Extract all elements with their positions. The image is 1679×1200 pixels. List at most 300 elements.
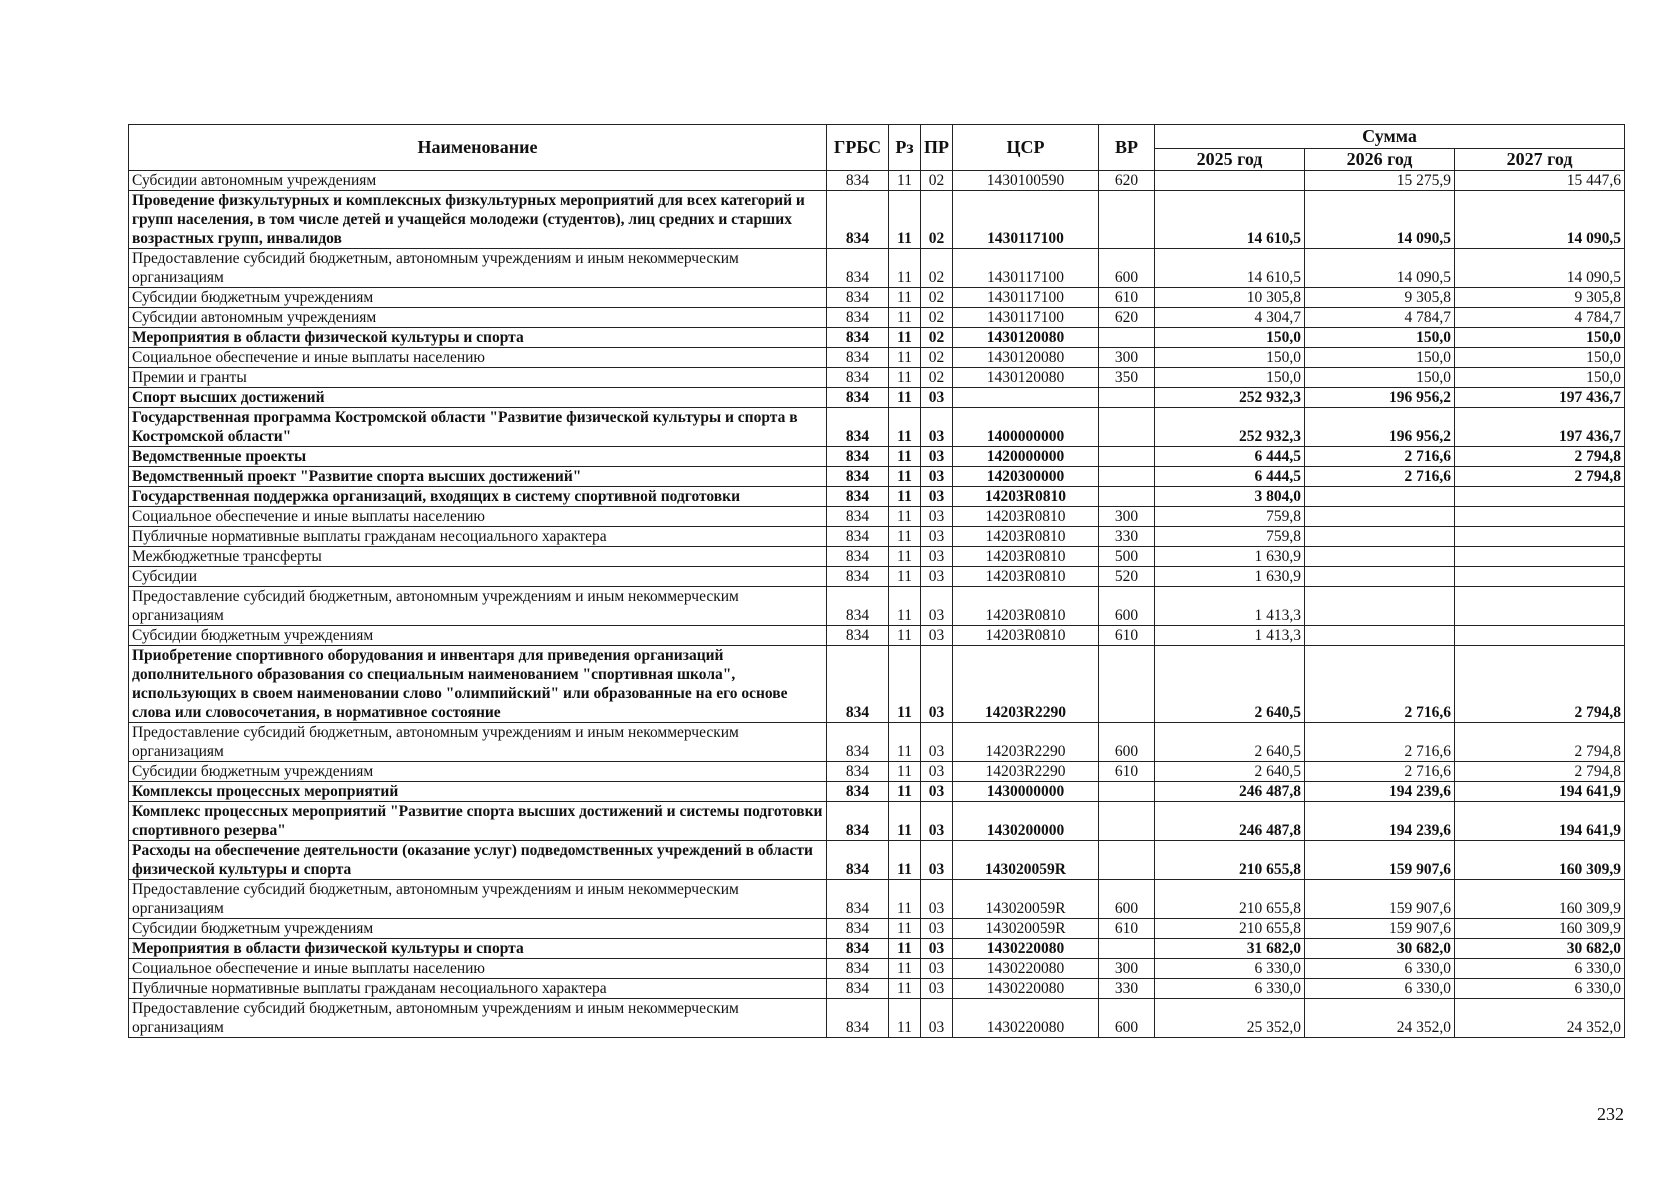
- row-sum-2027: 2 794,8: [1455, 723, 1625, 762]
- row-csr: 1430200000: [953, 802, 1099, 841]
- header-vr: ВР: [1099, 125, 1155, 171]
- row-rz: 11: [889, 368, 921, 388]
- row-grbs: 834: [827, 467, 889, 487]
- header-grbs: ГРБС: [827, 125, 889, 171]
- row-name: Субсидии бюджетным учреждениям: [129, 288, 827, 308]
- row-sum-2027: 150,0: [1455, 348, 1625, 368]
- table-row: [129, 587, 1625, 626]
- row-sum-2025: 3 804,0: [1155, 487, 1305, 507]
- row-rz: 11: [889, 507, 921, 527]
- row-vr: 600: [1099, 999, 1155, 1038]
- row-pr: 03: [921, 547, 953, 567]
- row-vr: [1099, 467, 1155, 487]
- row-grbs: 834: [827, 348, 889, 368]
- row-sum-2026: [1305, 507, 1455, 527]
- table-row: [129, 547, 1625, 567]
- row-name: Предоставление субсидий бюджетным, автономным учреждениям и иным некоммерческим организациям: [129, 723, 827, 762]
- table-row: [129, 348, 1625, 368]
- row-csr: 1430220080: [953, 979, 1099, 999]
- row-sum-2027: 197 436,7: [1455, 388, 1625, 408]
- table-row: [129, 880, 1625, 919]
- row-csr: 1430117100: [953, 308, 1099, 328]
- table-row: [129, 802, 1625, 841]
- row-rz: 11: [889, 782, 921, 802]
- row-vr: 600: [1099, 587, 1155, 626]
- row-rz: 11: [889, 802, 921, 841]
- row-sum-2027: 150,0: [1455, 328, 1625, 348]
- row-csr: 143020059R: [953, 841, 1099, 880]
- row-name: Субсидии: [129, 567, 827, 587]
- row-sum-2027: 197 436,7: [1455, 408, 1625, 447]
- row-sum-2025: 6 330,0: [1155, 979, 1305, 999]
- row-rz: 11: [889, 487, 921, 507]
- row-vr: [1099, 447, 1155, 467]
- row-csr: 14203R2290: [953, 723, 1099, 762]
- table-row: [129, 762, 1625, 782]
- table-row: [129, 782, 1625, 802]
- row-rz: 11: [889, 191, 921, 249]
- row-vr: [1099, 191, 1155, 249]
- row-name: Социальное обеспечение и иные выплаты населению: [129, 348, 827, 368]
- row-pr: 03: [921, 587, 953, 626]
- row-name: Предоставление субсидий бюджетным, автономным учреждениям и иным некоммерческим организациям: [129, 587, 827, 626]
- row-sum-2027: 150,0: [1455, 368, 1625, 388]
- row-vr: [1099, 841, 1155, 880]
- row-sum-2026: 150,0: [1305, 348, 1455, 368]
- row-sum-2025: 759,8: [1155, 507, 1305, 527]
- table-row: [129, 308, 1625, 328]
- row-grbs: 834: [827, 171, 889, 191]
- row-rz: 11: [889, 723, 921, 762]
- table-row: [129, 841, 1625, 880]
- row-pr: 03: [921, 487, 953, 507]
- header-name: Наименование: [129, 125, 827, 171]
- table-row: [129, 368, 1625, 388]
- row-csr: 14203R0810: [953, 626, 1099, 646]
- row-pr: 03: [921, 527, 953, 547]
- row-grbs: 834: [827, 587, 889, 626]
- row-grbs: 834: [827, 527, 889, 547]
- row-rz: 11: [889, 467, 921, 487]
- budget-table: [128, 124, 1625, 1038]
- row-csr: 1430120080: [953, 348, 1099, 368]
- row-csr: 14203R0810: [953, 507, 1099, 527]
- row-sum-2027: 6 330,0: [1455, 979, 1625, 999]
- row-sum-2025: 14 610,5: [1155, 249, 1305, 288]
- row-pr: 02: [921, 308, 953, 328]
- row-pr: 02: [921, 191, 953, 249]
- row-sum-2027: 14 090,5: [1455, 249, 1625, 288]
- row-name: Комплексы процессных мероприятий: [129, 782, 827, 802]
- row-name: Социальное обеспечение и иные выплаты населению: [129, 959, 827, 979]
- row-sum-2026: 194 239,6: [1305, 782, 1455, 802]
- row-grbs: 834: [827, 368, 889, 388]
- row-csr: 1430220080: [953, 939, 1099, 959]
- row-sum-2026: 159 907,6: [1305, 919, 1455, 939]
- row-vr: 500: [1099, 547, 1155, 567]
- row-pr: 03: [921, 567, 953, 587]
- row-rz: 11: [889, 841, 921, 880]
- row-pr: 03: [921, 939, 953, 959]
- row-rz: 11: [889, 547, 921, 567]
- row-sum-2026: 30 682,0: [1305, 939, 1455, 959]
- row-sum-2026: 24 352,0: [1305, 999, 1455, 1038]
- row-name: Субсидии бюджетным учреждениям: [129, 762, 827, 782]
- row-sum-2025: 1 630,9: [1155, 567, 1305, 587]
- row-sum-2026: 9 305,8: [1305, 288, 1455, 308]
- table-row: [129, 527, 1625, 547]
- row-sum-2025: 2 640,5: [1155, 723, 1305, 762]
- row-sum-2026: [1305, 587, 1455, 626]
- row-sum-2026: 2 716,6: [1305, 646, 1455, 723]
- header-year-2027: 2027 год: [1455, 149, 1625, 171]
- row-sum-2027: 14 090,5: [1455, 191, 1625, 249]
- row-sum-2026: 194 239,6: [1305, 802, 1455, 841]
- row-csr: 14203R0810: [953, 567, 1099, 587]
- row-name: Предоставление субсидий бюджетным, автономным учреждениям и иным некоммерческим организациям: [129, 999, 827, 1038]
- row-name: Публичные нормативные выплаты гражданам несоциального характера: [129, 527, 827, 547]
- header-year-2025: 2025 год: [1155, 149, 1305, 171]
- table-row: [129, 171, 1625, 191]
- row-vr: 610: [1099, 288, 1155, 308]
- table-row: [129, 328, 1625, 348]
- table-row: [129, 487, 1625, 507]
- table-row: [129, 567, 1625, 587]
- row-sum-2025: 6 444,5: [1155, 467, 1305, 487]
- row-grbs: 834: [827, 388, 889, 408]
- row-rz: 11: [889, 979, 921, 999]
- row-sum-2027: 160 309,9: [1455, 880, 1625, 919]
- row-vr: 600: [1099, 880, 1155, 919]
- row-vr: 600: [1099, 723, 1155, 762]
- header-rz: Рз: [889, 125, 921, 171]
- row-csr: [953, 388, 1099, 408]
- row-pr: 03: [921, 959, 953, 979]
- row-grbs: 834: [827, 999, 889, 1038]
- table-row: [129, 507, 1625, 527]
- row-name: Мероприятия в области физической культуры и спорта: [129, 328, 827, 348]
- row-sum-2027: 6 330,0: [1455, 959, 1625, 979]
- row-name: Приобретение спортивного оборудования и инвентаря для приведения организаций дополнительного образования со специальным наименованием "спортивная школа", использующих в своем наименовании слово "олимпийский" или образованные на его основе слова или словосочетания, в нормативное состояние: [129, 646, 827, 723]
- row-csr: 1430220080: [953, 959, 1099, 979]
- row-csr: 14203R2290: [953, 646, 1099, 723]
- row-sum-2027: 30 682,0: [1455, 939, 1625, 959]
- row-csr: 14203R0810: [953, 547, 1099, 567]
- row-name: Государственная программа Костромской области "Развитие физической культуры и спорта в Костромской области": [129, 408, 827, 447]
- row-vr: 610: [1099, 762, 1155, 782]
- row-grbs: 834: [827, 979, 889, 999]
- row-name: Межбюджетные трансферты: [129, 547, 827, 567]
- row-sum-2025: 1 413,3: [1155, 626, 1305, 646]
- table-row: [129, 408, 1625, 447]
- row-vr: [1099, 782, 1155, 802]
- row-vr: 300: [1099, 507, 1155, 527]
- row-grbs: 834: [827, 487, 889, 507]
- row-sum-2027: 4 784,7: [1455, 308, 1625, 328]
- row-sum-2025: 6 444,5: [1155, 447, 1305, 467]
- row-grbs: 834: [827, 191, 889, 249]
- row-vr: 350: [1099, 368, 1155, 388]
- row-grbs: 834: [827, 308, 889, 328]
- table-row: [129, 191, 1625, 249]
- row-sum-2027: 2 794,8: [1455, 762, 1625, 782]
- row-grbs: 834: [827, 782, 889, 802]
- row-sum-2027: 15 447,6: [1455, 171, 1625, 191]
- header-csr: ЦСР: [953, 125, 1099, 171]
- row-csr: 1420300000: [953, 467, 1099, 487]
- row-rz: 11: [889, 388, 921, 408]
- row-pr: 03: [921, 919, 953, 939]
- row-pr: 02: [921, 249, 953, 288]
- row-csr: 1430120080: [953, 368, 1099, 388]
- row-grbs: 834: [827, 841, 889, 880]
- row-sum-2025: 150,0: [1155, 328, 1305, 348]
- row-csr: 14203R0810: [953, 527, 1099, 547]
- row-rz: 11: [889, 880, 921, 919]
- row-sum-2026: [1305, 626, 1455, 646]
- table-row: [129, 939, 1625, 959]
- header-year-2026: 2026 год: [1305, 149, 1455, 171]
- row-grbs: 834: [827, 507, 889, 527]
- row-grbs: 834: [827, 939, 889, 959]
- row-grbs: 834: [827, 646, 889, 723]
- row-pr: 03: [921, 723, 953, 762]
- row-sum-2025: 6 330,0: [1155, 959, 1305, 979]
- row-rz: 11: [889, 308, 921, 328]
- row-name: Мероприятия в области физической культуры и спорта: [129, 939, 827, 959]
- row-pr: 03: [921, 626, 953, 646]
- row-vr: 520: [1099, 567, 1155, 587]
- row-grbs: 834: [827, 959, 889, 979]
- row-rz: 11: [889, 919, 921, 939]
- page-number: 232: [1597, 1104, 1624, 1124]
- row-sum-2025: 246 487,8: [1155, 802, 1305, 841]
- table-row: [129, 919, 1625, 939]
- row-vr: 330: [1099, 979, 1155, 999]
- row-sum-2025: [1155, 171, 1305, 191]
- row-vr: 620: [1099, 308, 1155, 328]
- row-vr: 330: [1099, 527, 1155, 547]
- row-grbs: 834: [827, 288, 889, 308]
- row-sum-2026: [1305, 567, 1455, 587]
- row-name: Премии и гранты: [129, 368, 827, 388]
- row-csr: 1400000000: [953, 408, 1099, 447]
- row-csr: 1420000000: [953, 447, 1099, 467]
- table-row: [129, 979, 1625, 999]
- row-sum-2027: [1455, 587, 1625, 626]
- row-pr: 02: [921, 171, 953, 191]
- row-sum-2027: 160 309,9: [1455, 919, 1625, 939]
- row-sum-2025: 1 413,3: [1155, 587, 1305, 626]
- row-vr: [1099, 646, 1155, 723]
- row-csr: 14203R0810: [953, 587, 1099, 626]
- row-sum-2027: 24 352,0: [1455, 999, 1625, 1038]
- row-name: Субсидии автономным учреждениям: [129, 308, 827, 328]
- row-csr: 143020059R: [953, 880, 1099, 919]
- row-name: Предоставление субсидий бюджетным, автономным учреждениям и иным некоммерческим организациям: [129, 249, 827, 288]
- row-sum-2025: 252 932,3: [1155, 408, 1305, 447]
- row-pr: 03: [921, 388, 953, 408]
- row-grbs: 834: [827, 762, 889, 782]
- row-rz: 11: [889, 999, 921, 1038]
- row-sum-2025: 10 305,8: [1155, 288, 1305, 308]
- row-csr: 143020059R: [953, 919, 1099, 939]
- row-sum-2025: 210 655,8: [1155, 841, 1305, 880]
- row-rz: 11: [889, 762, 921, 782]
- row-csr: 1430117100: [953, 288, 1099, 308]
- row-sum-2027: [1455, 507, 1625, 527]
- row-csr: 1430117100: [953, 191, 1099, 249]
- row-csr: 1430120080: [953, 328, 1099, 348]
- row-pr: 03: [921, 841, 953, 880]
- table-row: [129, 467, 1625, 487]
- table-row: [129, 447, 1625, 467]
- row-rz: 11: [889, 249, 921, 288]
- row-sum-2025: 210 655,8: [1155, 880, 1305, 919]
- row-sum-2025: 1 630,9: [1155, 547, 1305, 567]
- row-sum-2025: 25 352,0: [1155, 999, 1305, 1038]
- row-name: Проведение физкультурных и комплексных физкультурных мероприятий для всех категорий и групп населения, в том числе детей и учащейся молодежи (студентов), лиц средних и старших возрастных групп, инвалидов: [129, 191, 827, 249]
- row-sum-2025: 252 932,3: [1155, 388, 1305, 408]
- row-rz: 11: [889, 348, 921, 368]
- row-sum-2025: 4 304,7: [1155, 308, 1305, 328]
- row-sum-2026: 196 956,2: [1305, 388, 1455, 408]
- row-rz: 11: [889, 527, 921, 547]
- row-grbs: 834: [827, 567, 889, 587]
- table-row: [129, 646, 1625, 723]
- row-vr: 300: [1099, 348, 1155, 368]
- table-row: [129, 626, 1625, 646]
- row-sum-2027: 2 794,8: [1455, 646, 1625, 723]
- row-csr: 1430100590: [953, 171, 1099, 191]
- row-grbs: 834: [827, 408, 889, 447]
- row-pr: 03: [921, 999, 953, 1038]
- row-pr: 02: [921, 328, 953, 348]
- row-sum-2027: 194 641,9: [1455, 782, 1625, 802]
- row-name: Предоставление субсидий бюджетным, автономным учреждениям и иным некоммерческим организациям: [129, 880, 827, 919]
- row-grbs: 834: [827, 249, 889, 288]
- row-sum-2027: 160 309,9: [1455, 841, 1625, 880]
- row-name: Субсидии бюджетным учреждениям: [129, 626, 827, 646]
- row-sum-2026: [1305, 527, 1455, 547]
- row-sum-2026: 2 716,6: [1305, 723, 1455, 762]
- row-vr: 620: [1099, 171, 1155, 191]
- row-csr: 1430220080: [953, 999, 1099, 1038]
- row-sum-2027: 194 641,9: [1455, 802, 1625, 841]
- row-pr: 03: [921, 447, 953, 467]
- row-sum-2025: 150,0: [1155, 368, 1305, 388]
- row-csr: 14203R0810: [953, 487, 1099, 507]
- row-grbs: 834: [827, 547, 889, 567]
- table-body: [129, 171, 1625, 1038]
- row-pr: 03: [921, 802, 953, 841]
- row-sum-2027: [1455, 527, 1625, 547]
- row-pr: 03: [921, 467, 953, 487]
- row-rz: 11: [889, 328, 921, 348]
- row-sum-2026: 150,0: [1305, 328, 1455, 348]
- row-sum-2025: 2 640,5: [1155, 762, 1305, 782]
- row-rz: 11: [889, 626, 921, 646]
- row-sum-2025: 246 487,8: [1155, 782, 1305, 802]
- row-vr: [1099, 487, 1155, 507]
- row-sum-2026: 6 330,0: [1305, 979, 1455, 999]
- row-pr: 03: [921, 979, 953, 999]
- table-row: [129, 959, 1625, 979]
- row-sum-2027: 2 794,8: [1455, 467, 1625, 487]
- row-grbs: 834: [827, 802, 889, 841]
- row-name: Социальное обеспечение и иные выплаты населению: [129, 507, 827, 527]
- row-sum-2025: 210 655,8: [1155, 919, 1305, 939]
- row-sum-2025: 14 610,5: [1155, 191, 1305, 249]
- row-sum-2026: 2 716,6: [1305, 467, 1455, 487]
- row-sum-2027: [1455, 567, 1625, 587]
- row-sum-2026: [1305, 487, 1455, 507]
- row-sum-2027: [1455, 487, 1625, 507]
- row-name: Публичные нормативные выплаты гражданам несоциального характера: [129, 979, 827, 999]
- row-sum-2025: 150,0: [1155, 348, 1305, 368]
- row-grbs: 834: [827, 919, 889, 939]
- row-sum-2026: 2 716,6: [1305, 447, 1455, 467]
- row-sum-2026: 6 330,0: [1305, 959, 1455, 979]
- row-name: Субсидии автономным учреждениям: [129, 171, 827, 191]
- row-pr: 03: [921, 507, 953, 527]
- row-grbs: 834: [827, 880, 889, 919]
- row-vr: 300: [1099, 959, 1155, 979]
- row-grbs: 834: [827, 328, 889, 348]
- row-vr: 600: [1099, 249, 1155, 288]
- row-rz: 11: [889, 959, 921, 979]
- row-name: Расходы на обеспечение деятельности (оказание услуг) подведомственных учреждений в области физической культуры и спорта: [129, 841, 827, 880]
- row-pr: 02: [921, 288, 953, 308]
- row-name: Комплекс процессных мероприятий "Развитие спорта высших достижений и системы подготовки спортивного резерва": [129, 802, 827, 841]
- row-sum-2026: 15 275,9: [1305, 171, 1455, 191]
- row-sum-2025: 31 682,0: [1155, 939, 1305, 959]
- row-rz: 11: [889, 939, 921, 959]
- row-sum-2026: 14 090,5: [1305, 249, 1455, 288]
- row-sum-2026: 159 907,6: [1305, 880, 1455, 919]
- header-sum: Сумма: [1155, 125, 1625, 149]
- row-sum-2027: [1455, 626, 1625, 646]
- header-pr: ПР: [921, 125, 953, 171]
- table-row: [129, 249, 1625, 288]
- row-sum-2025: 759,8: [1155, 527, 1305, 547]
- row-pr: 02: [921, 348, 953, 368]
- row-name: Субсидии бюджетным учреждениям: [129, 919, 827, 939]
- row-sum-2026: [1305, 547, 1455, 567]
- row-grbs: 834: [827, 626, 889, 646]
- row-vr: [1099, 328, 1155, 348]
- row-vr: 610: [1099, 626, 1155, 646]
- row-pr: 03: [921, 762, 953, 782]
- row-rz: 11: [889, 447, 921, 467]
- table-row: [129, 288, 1625, 308]
- row-grbs: 834: [827, 447, 889, 467]
- row-csr: 1430117100: [953, 249, 1099, 288]
- row-pr: 03: [921, 880, 953, 919]
- row-sum-2026: 196 956,2: [1305, 408, 1455, 447]
- row-sum-2026: 4 784,7: [1305, 308, 1455, 328]
- table-row: [129, 999, 1625, 1038]
- row-sum-2026: 150,0: [1305, 368, 1455, 388]
- row-pr: 03: [921, 782, 953, 802]
- row-rz: 11: [889, 408, 921, 447]
- row-sum-2026: 14 090,5: [1305, 191, 1455, 249]
- row-rz: 11: [889, 567, 921, 587]
- row-rz: 11: [889, 646, 921, 723]
- row-name: Государственная поддержка организаций, входящих в систему спортивной подготовки: [129, 487, 827, 507]
- row-sum-2026: 2 716,6: [1305, 762, 1455, 782]
- row-sum-2027: [1455, 547, 1625, 567]
